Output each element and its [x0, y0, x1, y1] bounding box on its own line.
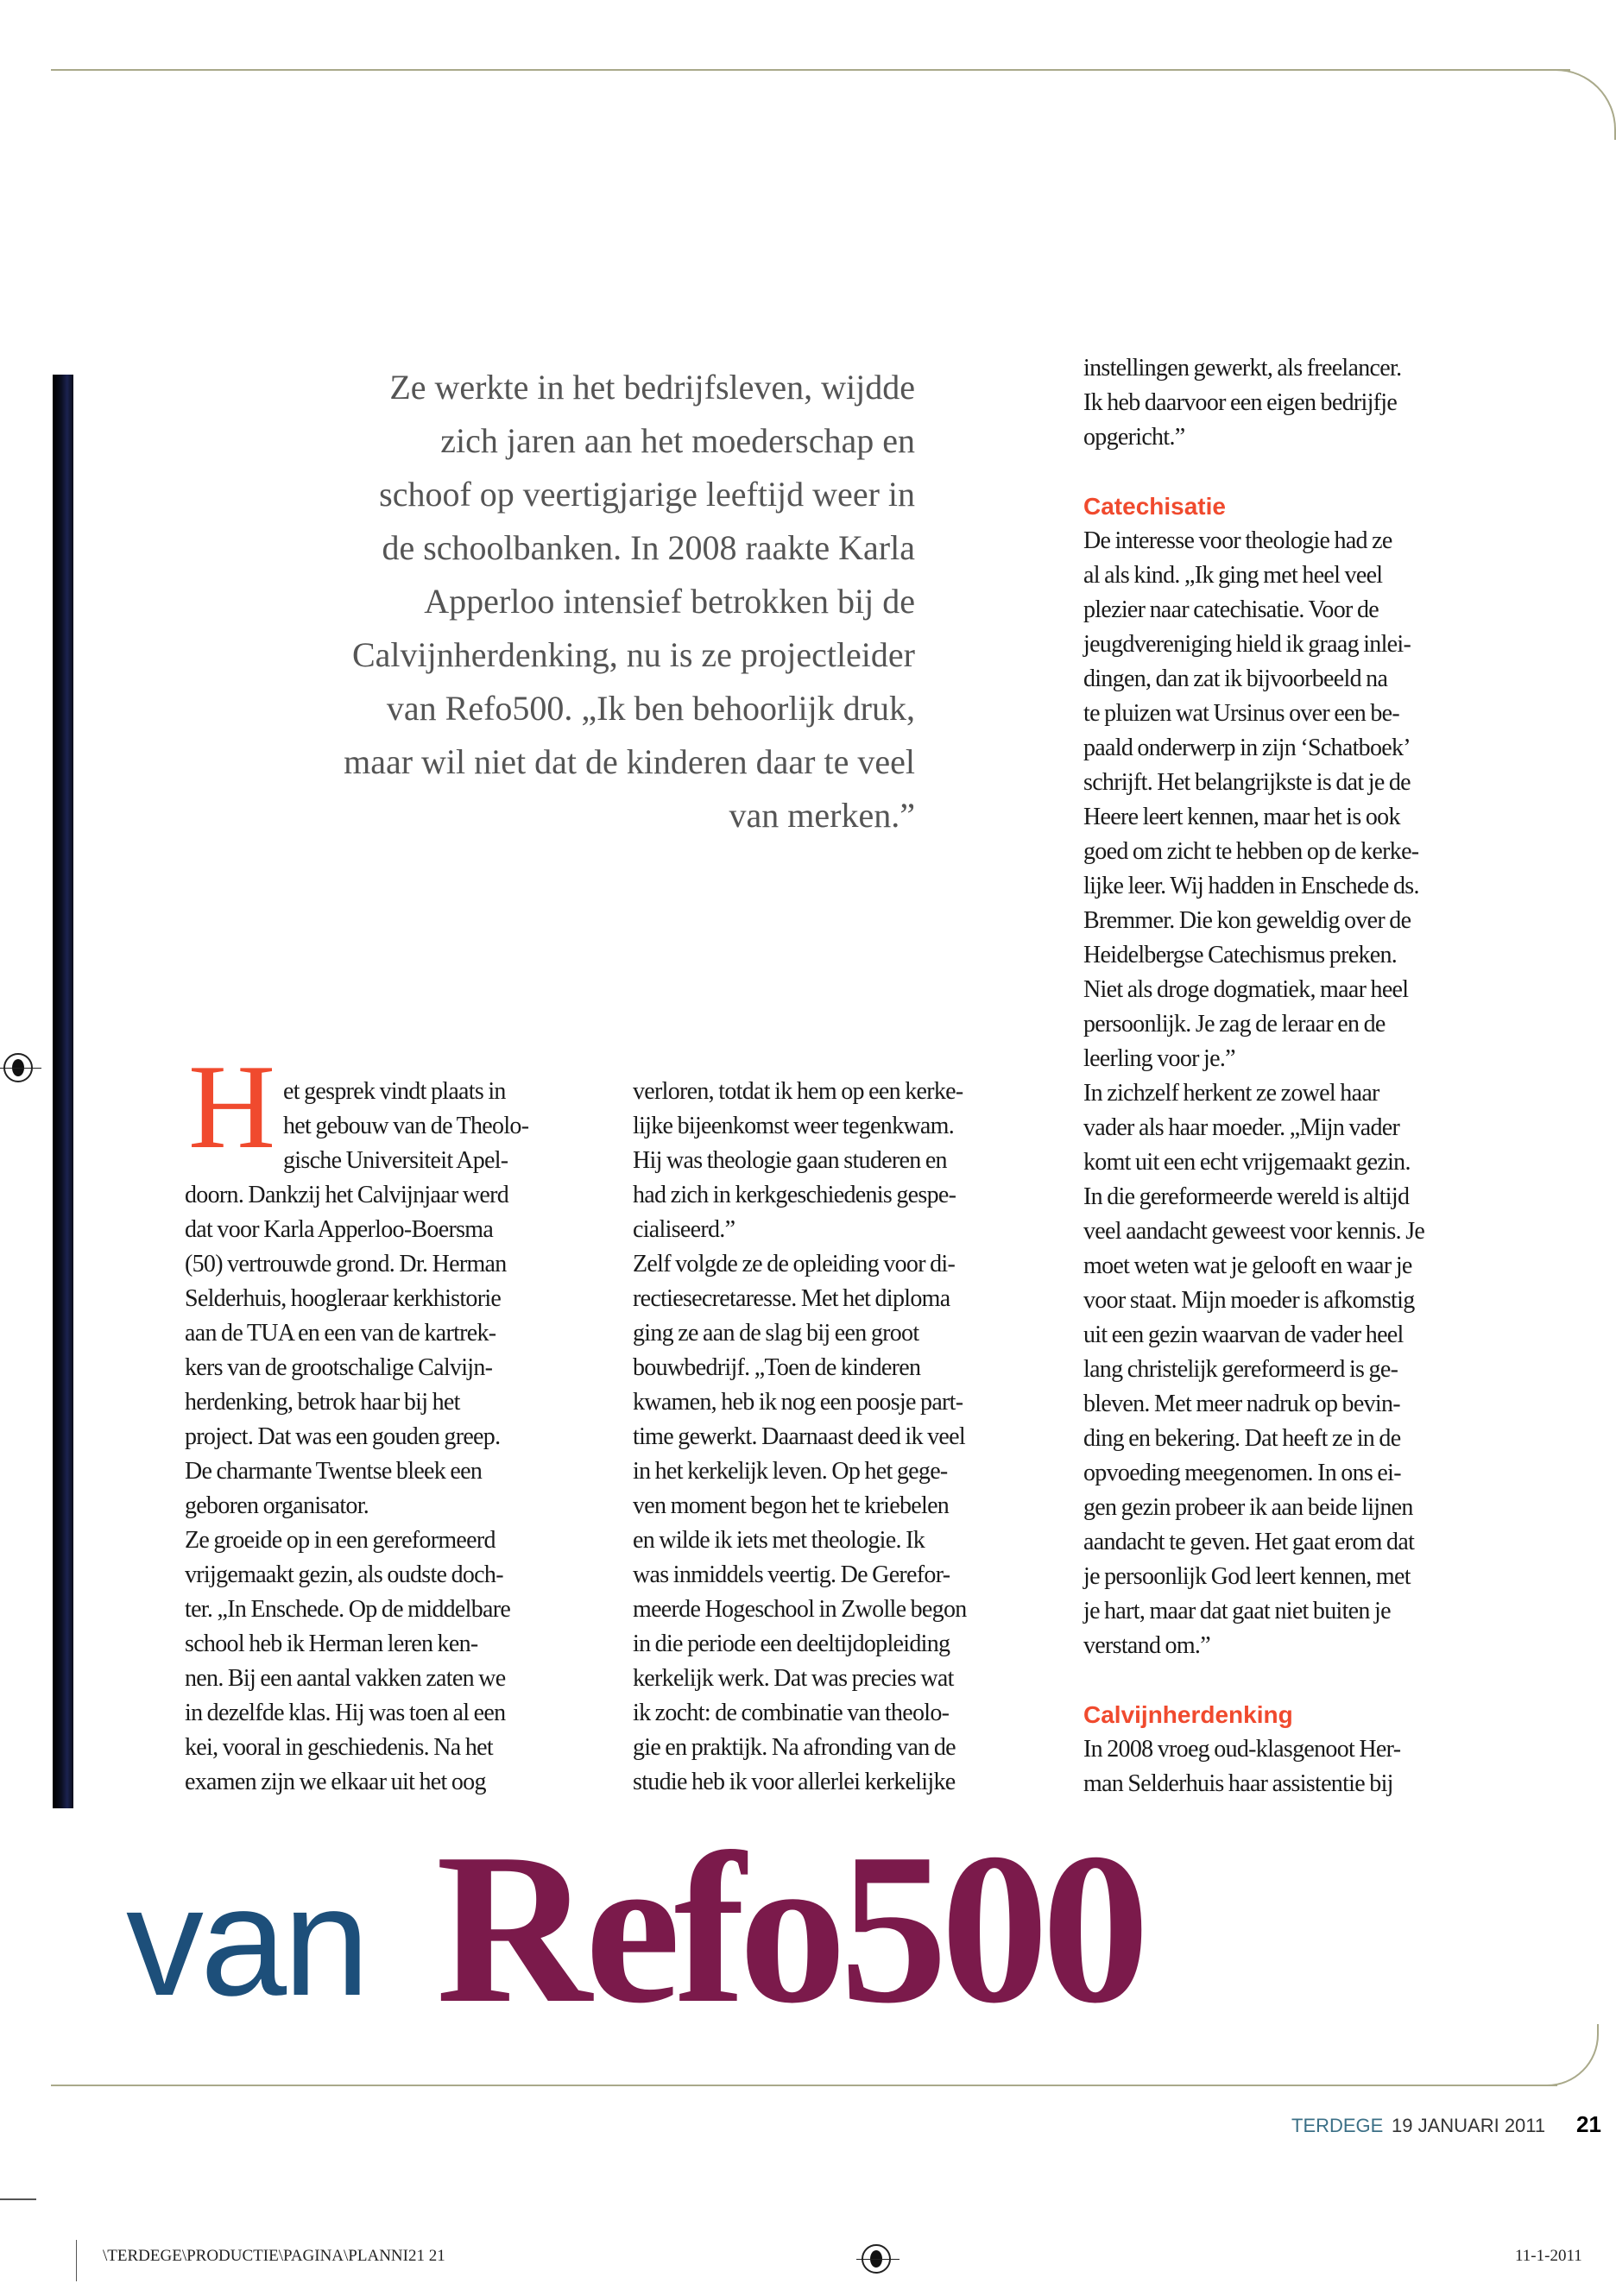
text-line: man Selderhuis haar assistentie bij	[1083, 1770, 1393, 1797]
text-line: schrijft. Het belangrijkste is dat je de	[1083, 769, 1411, 796]
text-line: in het kerkelijk leven. Op het gege-	[633, 1458, 948, 1485]
text-line: leerling voor je.”	[1083, 1045, 1235, 1072]
bottom-rule	[51, 2085, 1557, 2086]
text-line: bleven. Met meer nadruk op bevin-	[1083, 1391, 1400, 1417]
text-line: Selderhuis, hoogleraar kerkhistorie	[185, 1285, 502, 1312]
registration-mark-icon	[3, 1053, 33, 1082]
column-3	[1083, 351, 1532, 1801]
text-line: rectiesecretaresse. Met het diploma	[633, 1285, 950, 1312]
text-line: goed om zicht te hebben op de kerke-	[1083, 838, 1419, 865]
text-line: had zich in kerkgeschiedenis gespe-	[633, 1182, 956, 1208]
crop-mark	[76, 2240, 77, 2281]
text-line: doorn. Dankzij het Calvijnjaar werd	[185, 1182, 509, 1208]
text-line: al als kind. „Ik ging met heel veel	[1083, 562, 1383, 589]
text-line: De interesse voor theologie had ze	[1083, 527, 1392, 554]
column-2	[633, 1075, 1038, 1800]
text-line: herdenking, betrok haar bij het	[185, 1389, 460, 1416]
text-line: lijke bijeenkomst weer tegenkwam.	[633, 1113, 954, 1139]
text-line: jeugdvereniging hield ik graag inlei-	[1083, 631, 1411, 658]
text-line: In die gereformeerde wereld is altijd	[1083, 1183, 1410, 1210]
text-line: het gebouw van de Theolo-	[283, 1113, 529, 1139]
top-rule-corner	[1545, 69, 1616, 140]
slug-path: \TERDEGE\PRODUCTIE\PAGINA\PLANNI21 21	[103, 2247, 445, 2265]
intro-lead	[259, 361, 915, 842]
footer-brand: TERDEGE	[1291, 2115, 1384, 2136]
intro-line: Ze werkte in het bedrijfsleven, wijdde	[389, 368, 915, 407]
text-line: De charmante Twentse bleek een	[185, 1458, 483, 1485]
text-line: In 2008 vroeg oud-klasgenoot Her-	[1083, 1736, 1401, 1763]
text-line: verstand om.”	[1083, 1632, 1210, 1659]
intro-line: de schoolbanken. In 2008 raakte Karla	[382, 528, 915, 567]
text-line: voor staat. Mijn moeder is afkomstig	[1083, 1287, 1415, 1314]
intro-line: zich jaren aan het moederschap en	[440, 421, 915, 460]
text-line: dingen, dan zat ik bijvoorbeeld na	[1083, 665, 1388, 692]
text-line: Zelf volgde ze de opleiding voor di-	[633, 1251, 956, 1277]
text-line: school heb ik Herman leren ken-	[185, 1631, 478, 1657]
photo-edge-strip	[53, 375, 73, 1808]
text-line: examen zijn we elkaar uit het oog	[185, 1769, 486, 1795]
text-line: ik zocht: de combinatie van theolo-	[633, 1700, 950, 1726]
footer-date: 19 JANUARI 2011	[1392, 2115, 1546, 2136]
intro-line: Apperloo intensief betrokken bij de	[424, 582, 915, 621]
text-line: bouwbedrijf. „Toen de kinderen	[633, 1354, 921, 1381]
section-heading-catechisatie: Catechisatie	[1083, 493, 1226, 520]
drop-cap: H	[188, 1040, 276, 1174]
text-line: in die periode een deeltijdopleiding	[633, 1631, 950, 1657]
text-line: paald onderwerp in zijn ‘Schatboek’	[1083, 735, 1411, 761]
text-line: Heere leert kennen, maar het is ook	[1083, 804, 1400, 830]
intro-line: maar wil niet dat de kinderen daar te veel	[344, 742, 915, 781]
page-number: 21	[1576, 2111, 1601, 2137]
text-line: verloren, totdat ik hem op een kerke-	[633, 1078, 963, 1105]
text-line: Hij was theologie gaan studeren en	[633, 1147, 947, 1174]
text-line: cialiseerd.”	[633, 1216, 735, 1243]
text-line: opvoeding meegenomen. In ons ei-	[1083, 1460, 1401, 1486]
text-line: meerde Hogeschool in Zwolle begon	[633, 1596, 967, 1623]
bottom-rule-corner	[1537, 2024, 1599, 2086]
text-line: kei, vooral in geschiedenis. Na het	[185, 1734, 493, 1761]
text-line: aan de TUA en een van de kartrek-	[185, 1320, 496, 1347]
title-refo500: Refo500	[436, 1809, 1143, 2048]
text-line: (50) vertrouwde grond. Dr. Herman	[185, 1251, 507, 1277]
intro-line: van merken.”	[729, 796, 915, 835]
intro-line: van Refo500. „Ik ben behoorlijk druk,	[386, 689, 915, 728]
text-line: ging ze aan de slag bij een groot	[633, 1320, 919, 1347]
text-line: uit een gezin waarvan de vader heel	[1083, 1321, 1404, 1348]
text-line: aandacht te geven. Het gaat erom dat	[1083, 1529, 1415, 1555]
column-1	[185, 1075, 590, 1800]
top-rule	[51, 69, 1570, 71]
text-line: Ik heb daarvoor een eigen bedrijfje	[1083, 389, 1398, 416]
text-line: kers van de grootschalige Calvijn-	[185, 1354, 493, 1381]
text-line: vader als haar moeder. „Mijn vader	[1083, 1114, 1400, 1141]
text-line: time gewerkt. Daarnaast deed ik veel	[633, 1423, 965, 1450]
text-line: Niet als droge dogmatiek, maar heel	[1083, 976, 1409, 1003]
text-line: ding en bekering. Dat heeft ze in de	[1083, 1425, 1401, 1452]
text-line: studie heb ik voor allerlei kerkelijke	[633, 1769, 956, 1795]
text-line: gie en praktijk. Na afronding van de	[633, 1734, 956, 1761]
text-line: en wilde ik iets met theologie. Ik	[633, 1527, 925, 1554]
intro-line: schoof op veertigjarige leeftijd weer in	[379, 475, 915, 514]
text-line: te pluizen wat Ursinus over een be-	[1083, 700, 1400, 727]
text-line: je persoonlijk God leert kennen, met	[1083, 1563, 1411, 1590]
crop-mark	[0, 2198, 36, 2200]
text-line: veel aandacht geweest voor kennis. Je	[1083, 1218, 1425, 1245]
text-line: dat voor Karla Apperloo-Boersma	[185, 1216, 494, 1243]
text-line: lang christelijk gereformeerd is ge-	[1083, 1356, 1398, 1383]
text-line: project. Dat was een gouden greep.	[185, 1423, 501, 1450]
intro-line: Calvijnherdenking, nu is ze projectleider	[351, 635, 915, 674]
text-line: Bremmer. Die kon geweldig over de	[1083, 907, 1411, 934]
text-line: gische Universiteit Apel-	[283, 1147, 508, 1174]
text-line: lijke leer. Wij hadden in Enschede ds.	[1083, 873, 1419, 899]
text-line: Heidelbergse Catechismus preken.	[1083, 942, 1398, 968]
slug-date: 11-1-2011	[1515, 2247, 1582, 2265]
section-heading-calvijnherdenking: Calvijnherdenking	[1083, 1701, 1293, 1728]
text-line: persoonlijk. Je zag de leraar en de	[1083, 1011, 1386, 1038]
text-line: Ze groeide op in een gereformeerd	[185, 1527, 496, 1554]
text-line: ven moment begon het te kriebelen	[633, 1492, 950, 1519]
text-line: instellingen gewerkt, als freelancer.	[1083, 355, 1402, 382]
text-line: In zichzelf herkent ze zowel haar	[1083, 1080, 1379, 1107]
text-line: opgericht.”	[1083, 424, 1185, 451]
text-line: kerkelijk werk. Dat was precies wat	[633, 1665, 954, 1692]
text-line: je hart, maar dat gaat niet buiten je	[1083, 1598, 1391, 1624]
registration-mark-icon	[862, 2244, 891, 2274]
title-van: van	[126, 1855, 367, 2028]
text-line: was inmiddels veertig. De Gerefor-	[633, 1561, 950, 1588]
text-line: vrijgemaakt gezin, als oudste doch-	[185, 1561, 503, 1588]
text-line: in dezelfde klas. Hij was toen al een	[185, 1700, 506, 1726]
text-line: geboren organisator.	[185, 1492, 369, 1519]
text-line: moet weten wat je gelooft en waar je	[1083, 1252, 1412, 1279]
text-line: gen gezin probeer ik aan beide lijnen	[1083, 1494, 1413, 1521]
text-line: et gesprek vindt plaats in	[283, 1078, 506, 1105]
text-line: komt uit een echt vrijgemaakt gezin.	[1083, 1149, 1411, 1176]
text-line: kwamen, heb ik nog een poosje part-	[633, 1389, 963, 1416]
text-line: nen. Bij een aantal vakken zaten we	[185, 1665, 506, 1692]
text-line: ter. „In Enschede. Op de middelbare	[185, 1596, 511, 1623]
text-line: plezier naar catechisatie. Voor de	[1083, 596, 1379, 623]
